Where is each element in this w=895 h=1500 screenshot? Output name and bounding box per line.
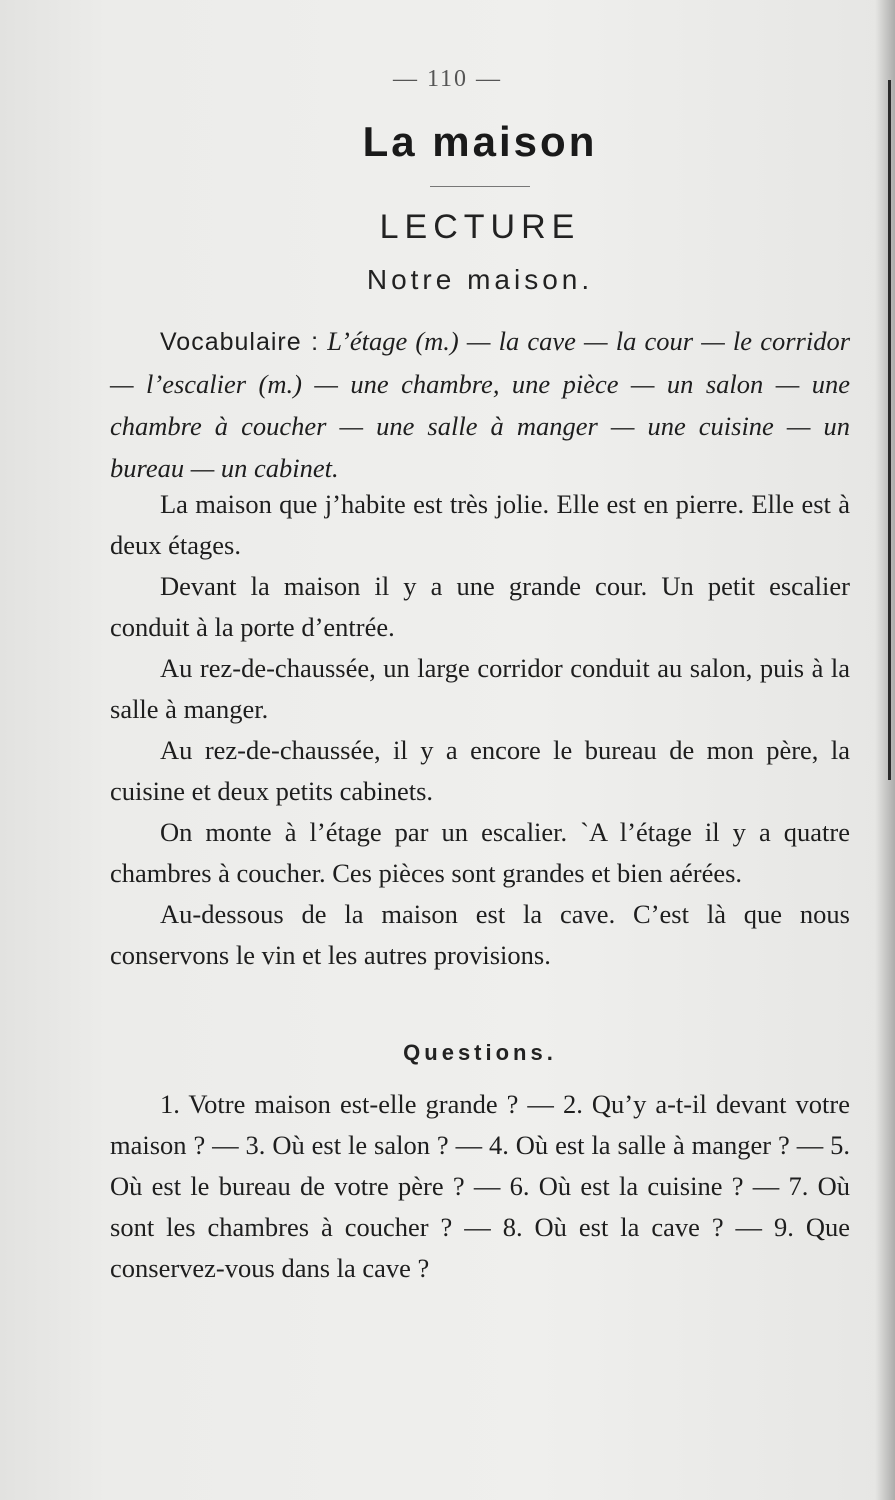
- reading-paragraph: Au rez-de-chaussée, un large corridor conduit au salon, puis à la salle à manger.: [110, 653, 850, 724]
- reading-title: Notre maison.: [366, 264, 594, 295]
- reading-paragraph: Au rez-de-chaussée, il y a encore le bureau de mon père, la cuisine et deux petits cabinets.: [110, 735, 850, 806]
- title-rule: [430, 186, 530, 187]
- vocabulary-label: Vocabulaire :: [160, 328, 320, 356]
- reading-text: [110, 484, 850, 976]
- reading-paragraph: Au-dessous de la maison est la cave. C’est là que nous conservons le vin et les autres provisions.: [110, 899, 850, 970]
- reading-paragraph: On monte à l’étage par un escalier. `A l’étage il y a quatre chambres à coucher. Ces pièces sont grandes et bien aérées.: [110, 817, 850, 888]
- reading-paragraph: Devant la maison il y a une grande cour. Un petit escalier conduit à la porte d’entrée.: [110, 571, 850, 642]
- questions-text: 1. Votre maison est-elle grande ? — 2. Qu’y a-t-il devant votre maison ? — 3. Où est le salon ? — 4. Où est la salle à manger ? — 5. Où est le bureau de votre père ? — 6. Où est la cuisine ? — 7. Où sont les chambres à coucher ? — 8. Où est la cave ? — 9. Que conservez-vous dans la cave ?: [110, 1089, 850, 1283]
- page-number: — 110 —: [392, 66, 503, 92]
- reading-paragraph: La maison que j’habite est très jolie. Elle est en pierre. Elle est à deux étages.: [110, 489, 850, 560]
- chapter-title: La maison: [362, 118, 598, 165]
- binding-edge: [888, 80, 891, 780]
- questions-heading: Questions.: [403, 1040, 557, 1065]
- vocabulary-terms: L’étage (m.) — la cave — la cour — le corridor — l’escalier (m.) — une chambre, une pièce — un salon — une chambre à coucher — une salle à manger — une cuisine — un bureau — un cabinet.: [110, 326, 851, 483]
- section-heading: LECTURE: [379, 208, 581, 246]
- vocabulary-block: [110, 320, 850, 489]
